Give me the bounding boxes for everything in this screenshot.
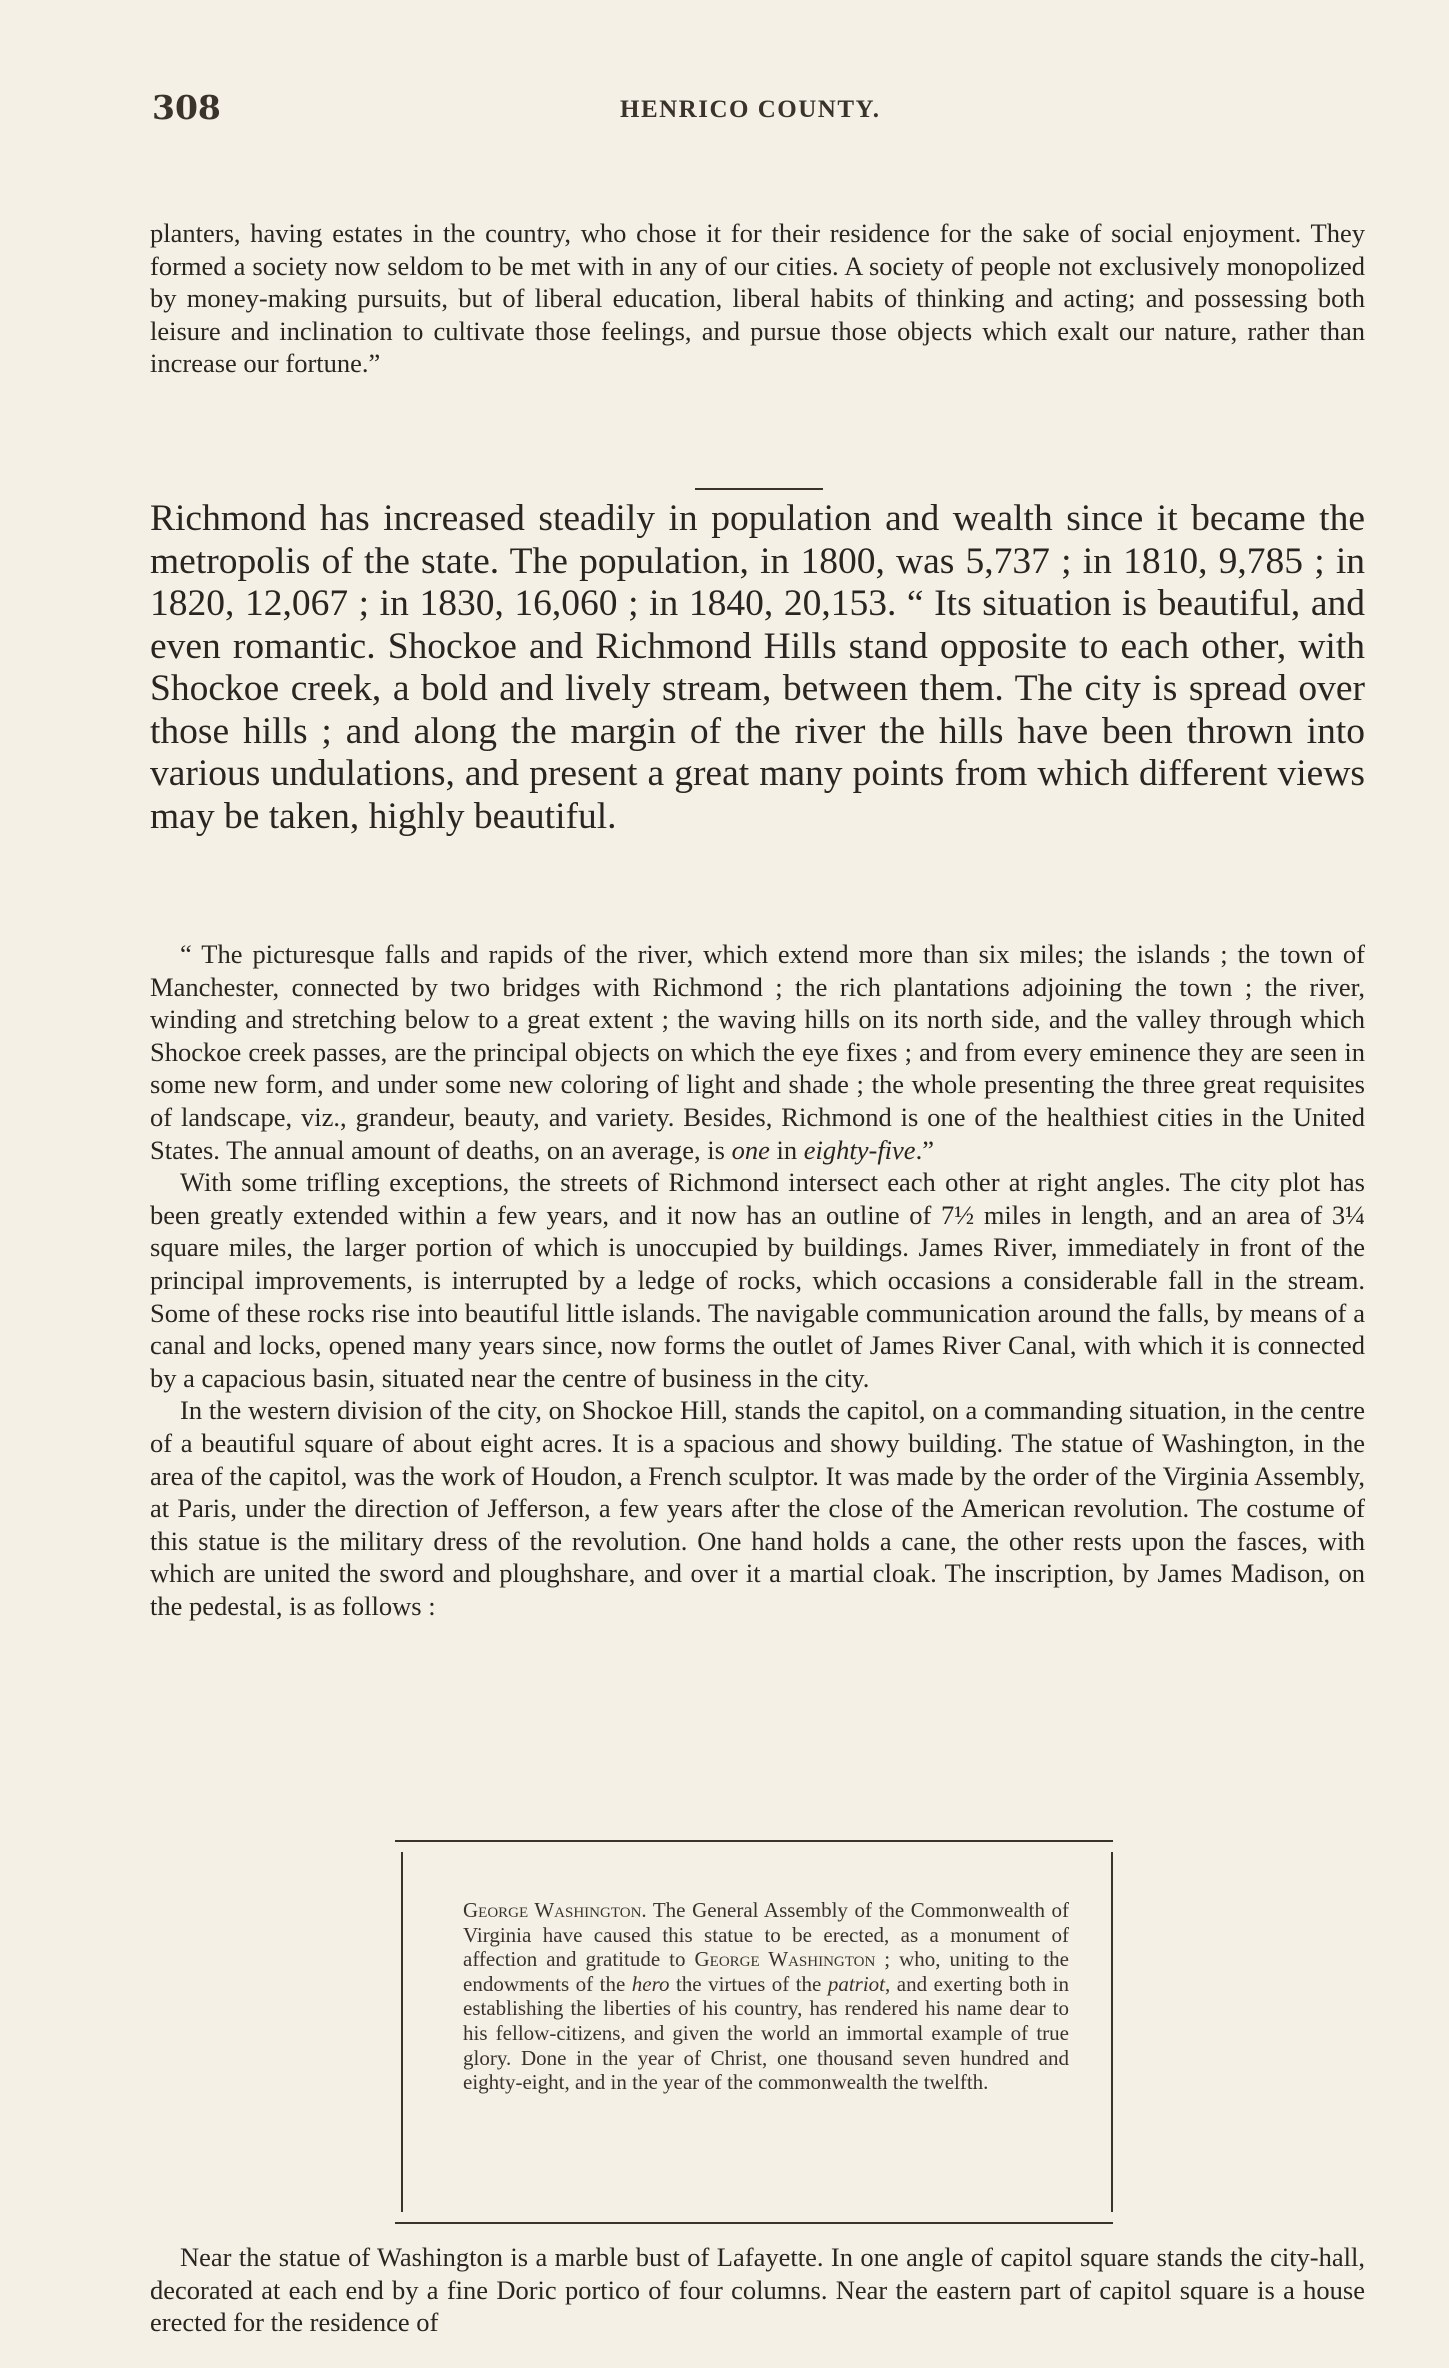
inscription-frame [395,1840,1113,2224]
inscription-part: The General Assembly of the Commonwealth of Virginia have caused this statue to be erected, as a monument of affection and gratitude to [463,1898,1070,1972]
streets-paragraph: With some trifling exceptions, the streets of Richmond intersect each other at right angles. The city plot has been greatly extended within a few years, and it now has an outline of 7½ miles in length, and an area of 3¼ square miles, the larger portion of which is unoccupied by buildings. James River, immediately in front of the principal improvements, is interrupted by a ledge of rocks, which occasions a considerable fall in the stream. Some of these rocks rise into beautiful little islands. The navigable communication around the falls, by means of a canal and locks, opened many years since, now forms the outlet of James River Canal, with which it is connected by a capacious basin, situated near the centre of business in the city. [150,1167,1365,1393]
inscription-emphasis-hero: hero [631,1971,670,1996]
falls-text-mid: in [769,1134,804,1165]
running-head: HENRICO COUNTY. [620,96,881,123]
falls-emphasis-one: one [731,1134,770,1165]
inscription-part: , and exerting both in establishing the liberties of his country, has rendered his name dear to his fellow-citizens, and given the world an immortal example of true glory. Done in the year of Christ, one thousand seven hundred and eighty-eight, and in the year of the commonwealth the twelfth. [463,1971,1070,2095]
book-page [150,88,1365,2338]
large-print-section [150,498,1365,838]
falls-paragraph [150,938,1365,1166]
closing-text [150,2241,1365,2339]
inscription-part: ; who, uniting to the endowments of the [463,1947,1069,1996]
falls-text: “ The picturesque falls and rapids of the river, which extend more than six miles; the islands ; the town of Manchester, connected by two bridges with Richmond ; the rich plantations adjoining the town ; the river, winding and stretching below to a great extent ; the waving hills on its north side, and the valley through which Shockoe creek passes, are the principal objects on which the eye fixes ; and from every eminence they are seen in some new form, and under some new coloring of light and shade ; the whole presenting the three great requisites of landscape, viz., grandeur, beauty, and variety. Besides, Richmond is one of the healthiest cities in the United States. The annual amount of deaths, on an average, is [150,939,1365,1165]
capitol-paragraph: In the western division of the city, on Shockoe Hill, stands the capitol, on a commanding situation, in the centre of a beautiful square of about eight acres. It is a spacious and showy building. The statue of Washington, in the area of the capitol, was the work of Houdon, a French sculptor. It was made by the order of the Virginia Assembly, at Paris, under the direction of Jefferson, a few years after the close of the American revolution. The costume of this statue is the military dress of the revolution. One hand holds a cane, the other rests upon the fasces, with which are united the sword and ploughshare, and over it a martial cloak. The inscription, by James Madison, on the pedestal, is as follows : [150,1395,1365,1621]
large-paragraph: Richmond has increased steadily in population and wealth since it became the metropolis of the state. The population, in 1800, was 5,737 ; in 1810, 9,785 ; in 1820, 12,067 ; in 1830, 16,060 ; in 1840, 20,153. “ Its situation is beautiful, and even romantic. Shockoe and Richmond Hills stand opposite to each other, with Shockoe creek, a bold and lively stream, between them. The city is spread over those hills ; and along the margin of the river the hills have been thrown into various undulations, and present a great many points from which different views may be taken, highly beautiful. [150,498,1365,837]
inscription-name: George Washington. [463,1898,647,1922]
closing-paragraph: Near the statue of Washington is a marble bust of Lafayette. In one angle of capitol square stands the city-hall, decorated at each end by a fine Doric portico of four columns. Near the eastern part of capitol square is a house erected for the residence of [150,2242,1365,2338]
inscription-name-2: George Washington [694,1947,876,1972]
falls-emphasis-eighty-five: eighty-five [803,1134,916,1165]
intro-quote: planters, having estates in the country, who chose it for their residence for the sake of social enjoyment. They formed a society now seldom to be met with in any of our cities. A society of people not exclusively monopolized by money-making pursuits, but of liberal education, liberal habits of thinking and acting; and possessing both leisure and inclination to cultivate those feelings, and pursue those objects which exalt our nature, rather than increase our fortune.” [150,218,1365,379]
inscription-part: the virtues of the [669,1971,828,1996]
inscription-text [463,1898,1069,2095]
body-text [150,938,1365,1622]
section-rule [695,488,823,490]
page-header [150,88,1365,138]
intro-quote-block [150,217,1365,380]
falls-text-end: .” [915,1134,934,1165]
page-number: 308 [152,88,221,127]
inscription-emphasis-patriot: patriot [827,1971,886,1996]
